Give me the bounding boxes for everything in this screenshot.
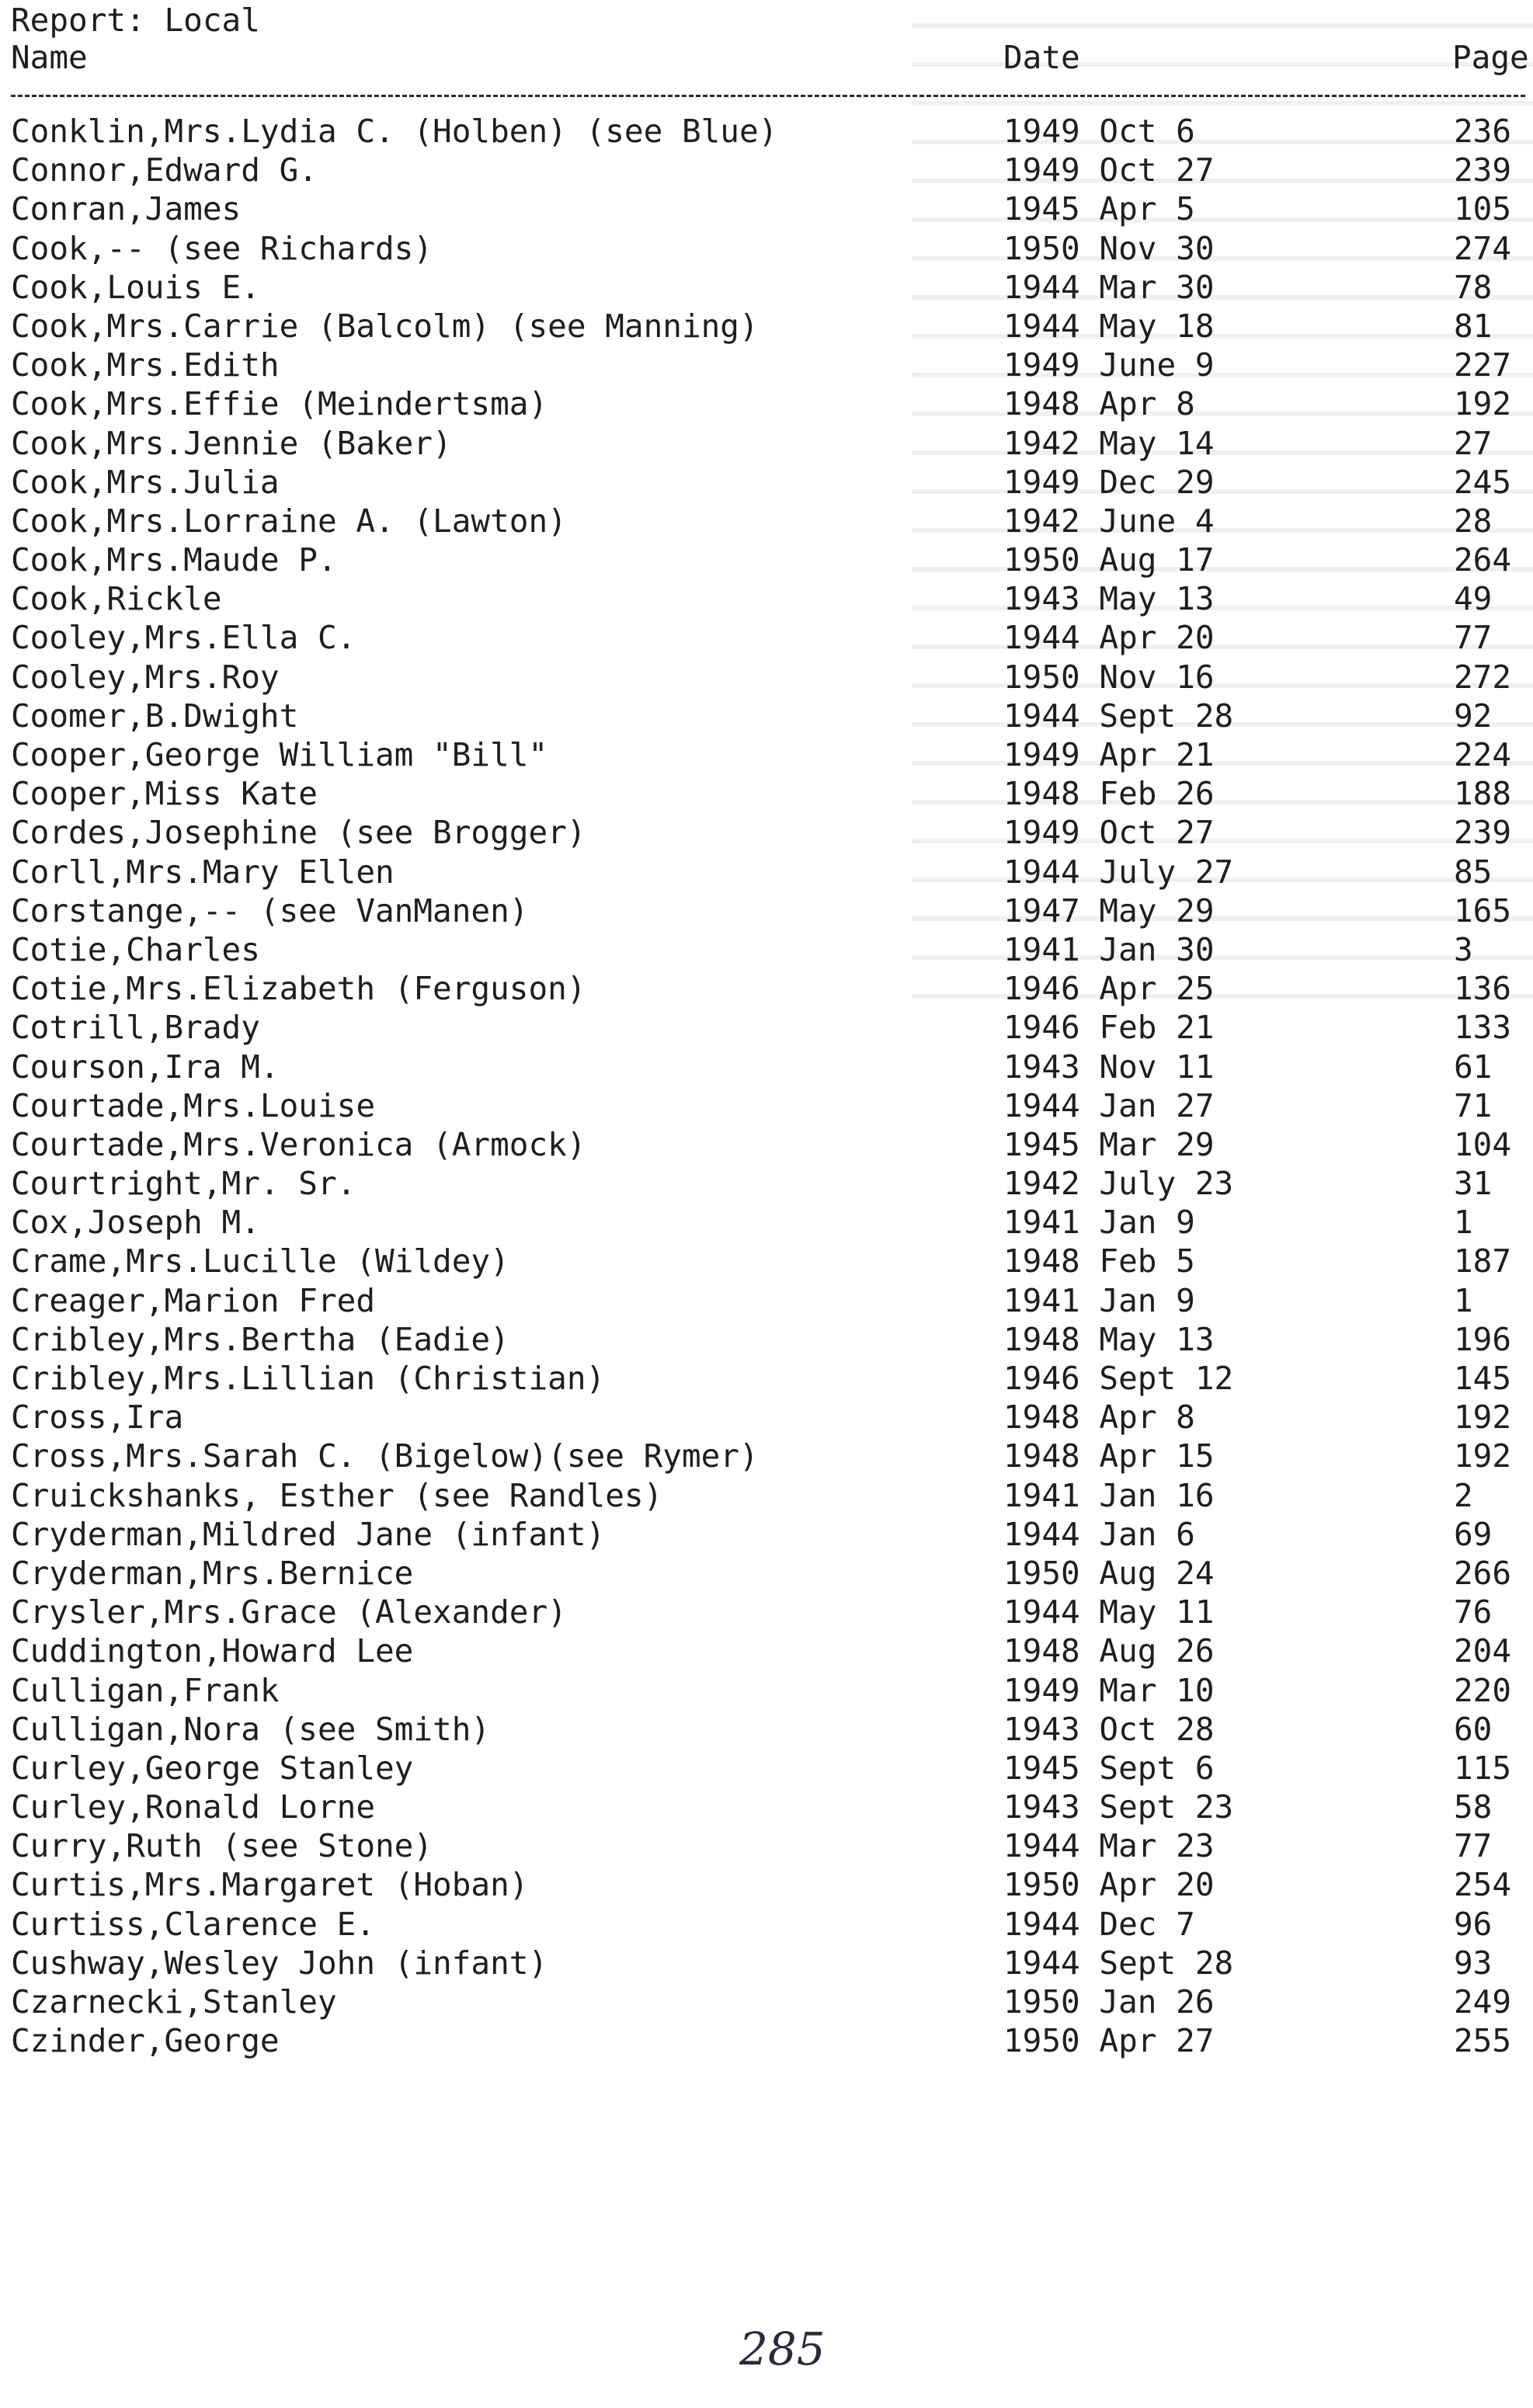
entry-name: Cribley,Mrs.Bertha (Eadie): [11, 1320, 509, 1358]
entry-date: 1944 July 27: [1003, 853, 1234, 891]
entry-page: 145: [1454, 1360, 1512, 1397]
entry-name: Cushway,Wesley John (infant): [11, 1944, 548, 1982]
entry-page: 49: [1454, 580, 1493, 618]
entry-page: 81: [1454, 307, 1493, 345]
entry-page: 105: [1454, 190, 1512, 228]
entry-date: 1946 Sept 12: [1003, 1360, 1234, 1397]
entry-page: 61: [1454, 1048, 1493, 1086]
entry-date: 1943 Sept 23: [1003, 1788, 1234, 1826]
entry-date: 1949 Dec 29: [1003, 463, 1215, 501]
entry-date: 1943 Nov 11: [1003, 1048, 1215, 1086]
entry-page: 1: [1454, 1204, 1473, 1242]
list-item: [0, 1944, 1533, 1982]
list-item: [0, 502, 1533, 540]
entry-page: 255: [1454, 2022, 1512, 2060]
entry-date: 1943 Oct 28: [1003, 1710, 1215, 1748]
entry-date: 1946 Feb 21: [1003, 1009, 1215, 1047]
list-item: [0, 2021, 1533, 2060]
entry-date: 1943 May 13: [1003, 580, 1215, 618]
entry-page: 192: [1454, 1437, 1512, 1475]
entry-page: 264: [1454, 541, 1512, 579]
entry-date: 1946 Apr 25: [1003, 970, 1215, 1008]
list-item: [0, 540, 1533, 579]
entry-name: Cordes,Josephine (see Brogger): [11, 814, 586, 852]
entry-date: 1950 Apr 27: [1003, 2022, 1215, 2060]
header-divider: [11, 95, 1525, 97]
entry-page: 76: [1454, 1593, 1493, 1631]
entry-name: Cook,Mrs.Carrie (Balcolm) (see Manning): [11, 307, 759, 345]
list-item: [0, 969, 1533, 1008]
entry-name: Creager,Marion Fred: [11, 1281, 375, 1319]
entry-name: Cooley,Mrs.Roy: [11, 658, 280, 696]
list-item: [0, 346, 1533, 384]
list-item: [0, 112, 1533, 151]
entry-date: 1950 Aug 17: [1003, 541, 1215, 579]
list-item: [0, 1749, 1533, 1788]
entry-page: 31: [1454, 1165, 1493, 1203]
list-item: [0, 424, 1533, 463]
entry-list: [0, 112, 1533, 2060]
entry-date: 1949 Oct 27: [1003, 814, 1215, 852]
entry-page: 272: [1454, 658, 1512, 696]
entry-page: 77: [1454, 619, 1493, 657]
entry-date: 1948 Apr 8: [1003, 1399, 1195, 1437]
entry-name: Curry,Ruth (see Stone): [11, 1827, 433, 1865]
entry-name: Cryderman,Mildred Jane (infant): [11, 1515, 606, 1553]
list-item: [0, 1398, 1533, 1437]
entry-page: 27: [1454, 424, 1493, 462]
list-item: [0, 1242, 1533, 1280]
list-item: [0, 1281, 1533, 1320]
entry-name: Conklin,Mrs.Lydia C. (Holben) (see Blue): [11, 113, 778, 150]
list-item: [0, 1710, 1533, 1749]
entry-date: 1949 Mar 10: [1003, 1671, 1215, 1709]
list-item: [0, 930, 1533, 969]
list-item: [0, 853, 1533, 891]
entry-page: 165: [1454, 891, 1512, 929]
entry-page: 133: [1454, 1009, 1512, 1047]
entry-name: Cotie,Mrs.Elizabeth (Ferguson): [11, 970, 586, 1008]
entry-date: 1944 Apr 20: [1003, 619, 1215, 657]
entry-page: 239: [1454, 814, 1512, 852]
entry-date: 1945 Sept 6: [1003, 1749, 1215, 1787]
list-item: [0, 1865, 1533, 1904]
column-header-name: Name: [11, 39, 88, 76]
entry-name: Cotie,Charles: [11, 930, 260, 968]
entry-name: Curtiss,Clarence E.: [11, 1905, 375, 1943]
entry-page: 224: [1454, 736, 1512, 773]
entry-date: 1950 Nov 16: [1003, 658, 1215, 696]
entry-name: Cook,-- (see Richards): [11, 229, 433, 267]
entry-date: 1944 May 11: [1003, 1593, 1215, 1631]
entry-name: Coomer,B.Dwight: [11, 697, 299, 735]
entry-page: 249: [1454, 1983, 1512, 2021]
entry-date: 1950 Apr 20: [1003, 1866, 1215, 1904]
list-item: [0, 268, 1533, 307]
entry-page: 77: [1454, 1827, 1493, 1865]
entry-date: 1944 Mar 30: [1003, 268, 1215, 306]
entry-page: 274: [1454, 229, 1512, 267]
list-item: [0, 384, 1533, 423]
entry-page: 69: [1454, 1515, 1493, 1553]
entry-date: 1948 Aug 26: [1003, 1632, 1215, 1670]
entry-name: Cook,Louis E.: [11, 268, 260, 306]
entry-name: Cuddington,Howard Lee: [11, 1632, 414, 1670]
entry-name: Cook,Mrs.Jennie (Baker): [11, 424, 452, 462]
entry-page: 236: [1454, 113, 1512, 150]
entry-page: 254: [1454, 1866, 1512, 1904]
column-header-date: Date: [1003, 39, 1080, 76]
entry-date: 1944 Jan 6: [1003, 1515, 1195, 1553]
entry-date: 1942 July 23: [1003, 1165, 1234, 1203]
list-item: [0, 697, 1533, 735]
list-item: [0, 1203, 1533, 1242]
list-item: [0, 735, 1533, 774]
list-item: [0, 1320, 1533, 1359]
list-item: [0, 813, 1533, 852]
entry-page: 192: [1454, 1399, 1512, 1437]
entry-name: Cook,Mrs.Lorraine A. (Lawton): [11, 502, 567, 540]
entry-date: 1950 Aug 24: [1003, 1554, 1215, 1592]
entry-date: 1950 Jan 26: [1003, 1983, 1215, 2021]
report-title: Report: Local: [11, 2, 260, 39]
list-item: [0, 1476, 1533, 1515]
list-item: [0, 1125, 1533, 1164]
entry-page: 60: [1454, 1710, 1493, 1748]
entry-date: 1948 Apr 8: [1003, 385, 1195, 423]
entry-name: Cooper,Miss Kate: [11, 775, 318, 813]
list-item: [0, 1048, 1533, 1086]
entry-page: 188: [1454, 775, 1512, 813]
entry-date: 1949 Oct 6: [1003, 113, 1195, 150]
list-item: [0, 579, 1533, 618]
handwritten-page-number: 285: [739, 2323, 826, 2375]
entry-name: Cribley,Mrs.Lillian (Christian): [11, 1360, 606, 1397]
entry-page: 220: [1454, 1671, 1512, 1709]
entry-name: Courson,Ira M.: [11, 1048, 280, 1086]
list-item: [0, 658, 1533, 697]
entry-date: 1944 Sept 28: [1003, 1944, 1234, 1982]
entry-page: 192: [1454, 385, 1512, 423]
entry-name: Conran,James: [11, 190, 242, 228]
entry-date: 1948 Apr 15: [1003, 1437, 1215, 1475]
list-item: [0, 151, 1533, 189]
entry-page: 239: [1454, 151, 1512, 189]
list-item: [0, 618, 1533, 657]
entry-page: 245: [1454, 463, 1512, 501]
entry-name: Cruickshanks, Esther (see Randles): [11, 1476, 663, 1514]
entry-name: Corstange,-- (see VanManen): [11, 891, 529, 929]
list-item: [0, 774, 1533, 813]
entry-name: Cotrill,Brady: [11, 1009, 260, 1047]
entry-name: Cook,Mrs.Julia: [11, 463, 280, 501]
entry-date: 1944 May 18: [1003, 307, 1215, 345]
entry-page: 196: [1454, 1320, 1512, 1358]
entry-date: 1941 Jan 9: [1003, 1281, 1195, 1319]
entry-page: 71: [1454, 1086, 1493, 1124]
entry-date: 1944 Mar 23: [1003, 1827, 1215, 1865]
entry-name: Cooley,Mrs.Ella C.: [11, 619, 356, 657]
entry-name: Cook,Mrs.Maude P.: [11, 541, 337, 579]
entry-name: Cross,Mrs.Sarah C. (Bigelow)(see Rymer): [11, 1437, 759, 1475]
entry-name: Cryderman,Mrs.Bernice: [11, 1554, 414, 1592]
list-item: [0, 1086, 1533, 1125]
entry-date: 1948 Feb 5: [1003, 1242, 1195, 1280]
list-item: [0, 189, 1533, 228]
entry-page: 78: [1454, 268, 1493, 306]
entry-name: Crysler,Mrs.Grace (Alexander): [11, 1593, 567, 1631]
list-item: [0, 1982, 1533, 2021]
entry-name: Cooper,George William "Bill": [11, 736, 548, 773]
entry-page: 58: [1454, 1788, 1493, 1826]
entry-date: 1941 Jan 9: [1003, 1204, 1195, 1242]
entry-page: 1: [1454, 1281, 1473, 1319]
entry-date: 1949 Oct 27: [1003, 151, 1215, 189]
entry-name: Courtright,Mr. Sr.: [11, 1165, 356, 1203]
entry-page: 96: [1454, 1905, 1493, 1943]
entry-date: 1944 Dec 7: [1003, 1905, 1195, 1943]
entry-name: Czinder,George: [11, 2022, 280, 2060]
entry-name: Corll,Mrs.Mary Ellen: [11, 853, 395, 891]
entry-page: 85: [1454, 853, 1493, 891]
entry-page: 2: [1454, 1476, 1473, 1514]
entry-date: 1949 June 9: [1003, 346, 1215, 384]
entry-name: Cook,Rickle: [11, 580, 222, 618]
list-item: [0, 1788, 1533, 1826]
entry-page: 227: [1454, 346, 1512, 384]
entry-page: 266: [1454, 1554, 1512, 1592]
list-item: [0, 229, 1533, 268]
entry-page: 104: [1454, 1125, 1512, 1163]
entry-name: Courtade,Mrs.Veronica (Armock): [11, 1125, 586, 1163]
column-header-page: Page: [1452, 39, 1529, 76]
list-item: [0, 891, 1533, 930]
list-item: [0, 1671, 1533, 1710]
entry-name: Crame,Mrs.Lucille (Wildey): [11, 1242, 509, 1280]
list-item: [0, 1008, 1533, 1047]
list-item: [0, 1164, 1533, 1203]
entry-name: Courtade,Mrs.Louise: [11, 1086, 375, 1124]
entry-date: 1942 May 14: [1003, 424, 1215, 462]
list-item: [0, 1359, 1533, 1398]
entry-name: Cook,Mrs.Edith: [11, 346, 280, 384]
entry-page: 187: [1454, 1242, 1512, 1280]
entry-name: Connor,Edward G.: [11, 151, 318, 189]
entry-date: 1941 Jan 30: [1003, 930, 1215, 968]
entry-name: Cox,Joseph M.: [11, 1204, 260, 1242]
entry-name: Cook,Mrs.Effie (Meindertsma): [11, 385, 548, 423]
entry-name: Cross,Ira: [11, 1399, 184, 1437]
entry-date: 1948 May 13: [1003, 1320, 1215, 1358]
entry-name: Culligan,Frank: [11, 1671, 280, 1709]
entry-page: 93: [1454, 1944, 1493, 1982]
entry-date: 1945 Apr 5: [1003, 190, 1195, 228]
entry-name: Curtis,Mrs.Margaret (Hoban): [11, 1866, 529, 1904]
entry-date: 1948 Feb 26: [1003, 775, 1215, 813]
entry-date: 1950 Nov 30: [1003, 229, 1215, 267]
list-item: [0, 1515, 1533, 1554]
list-item: [0, 1593, 1533, 1631]
entry-name: Culligan,Nora (see Smith): [11, 1710, 491, 1748]
list-item: [0, 1905, 1533, 1944]
list-item: [0, 1554, 1533, 1593]
entry-date: 1944 Jan 27: [1003, 1086, 1215, 1124]
list-item: [0, 1631, 1533, 1670]
entry-page: 92: [1454, 697, 1493, 735]
entry-name: Czarnecki,Stanley: [11, 1983, 337, 2021]
entry-page: 204: [1454, 1632, 1512, 1670]
list-item: [0, 1826, 1533, 1865]
list-item: [0, 1437, 1533, 1475]
entry-name: Curley,George Stanley: [11, 1749, 414, 1787]
entry-date: 1942 June 4: [1003, 502, 1215, 540]
entry-date: 1941 Jan 16: [1003, 1476, 1215, 1514]
entry-page: 136: [1454, 970, 1512, 1008]
entry-page: 3: [1454, 930, 1473, 968]
entry-page: 28: [1454, 502, 1493, 540]
entry-date: 1945 Mar 29: [1003, 1125, 1215, 1163]
entry-name: Curley,Ronald Lorne: [11, 1788, 375, 1826]
list-item: [0, 307, 1533, 346]
list-item: [0, 463, 1533, 502]
entry-date: 1947 May 29: [1003, 891, 1215, 929]
entry-date: 1949 Apr 21: [1003, 736, 1215, 773]
entry-page: 115: [1454, 1749, 1512, 1787]
entry-date: 1944 Sept 28: [1003, 697, 1234, 735]
